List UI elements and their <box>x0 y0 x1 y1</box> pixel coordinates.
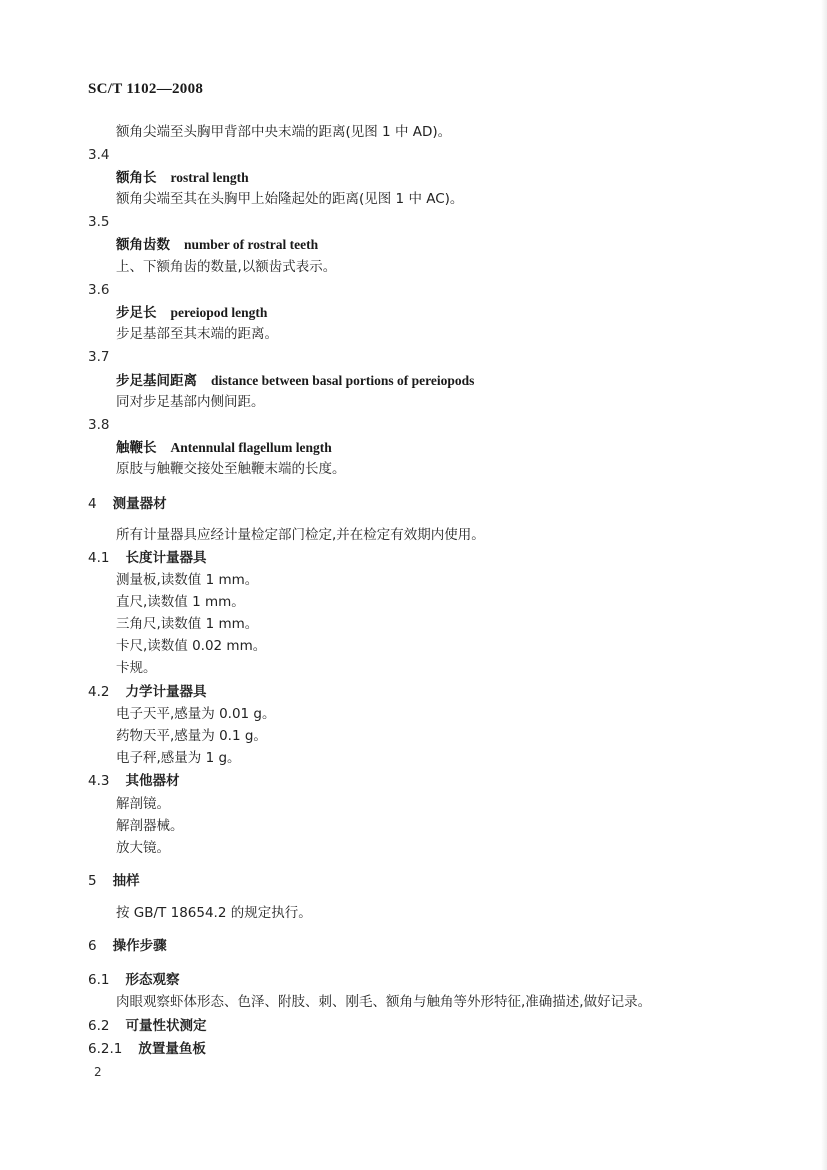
list-item: 三角尺,读数值 1 mm。 <box>116 616 259 632</box>
section-number: 5 <box>88 873 97 889</box>
document-header: SC/T 1102—2008 <box>88 81 204 97</box>
section-title: 放置量鱼板 <box>138 1041 206 1057</box>
subsection-heading <box>88 1020 206 1034</box>
term-en: pereiopod length <box>170 305 268 320</box>
term-zh: 步足基间距离 <box>116 373 197 389</box>
clause-number: 3.7 <box>88 349 110 365</box>
term-en: number of rostral teeth <box>184 237 319 252</box>
section-number: 6.1 <box>88 972 110 988</box>
term-zh: 额角齿数 <box>116 237 170 253</box>
clause-number: 3.4 <box>88 147 110 163</box>
definition-text: 额角尖端至其在头胸甲上始隆起处的距离(见图 1 中 AC)。 <box>116 191 464 207</box>
page-number: 2 <box>94 1065 102 1079</box>
list-item: 放大镜。 <box>116 840 170 856</box>
list-item: 药物天平,感量为 0.1 g。 <box>116 728 267 744</box>
list-item: 卡尺,读数值 0.02 mm。 <box>116 638 267 654</box>
list-item: 卡规。 <box>116 660 157 676</box>
section-number: 6 <box>88 938 97 954</box>
section-number: 4.2 <box>88 684 110 700</box>
term-zh: 步足长 <box>116 305 157 321</box>
subsection-heading <box>88 775 179 789</box>
section-title: 其他器材 <box>125 773 180 789</box>
clause-number: 3.8 <box>88 417 110 433</box>
term-heading <box>116 374 474 389</box>
list-item: 测量板,读数值 1 mm。 <box>116 572 259 588</box>
term-heading <box>116 238 318 253</box>
section-title: 测量器材 <box>112 496 167 512</box>
definition-text: 原肢与触鞭交接处至触鞭末端的长度。 <box>116 461 346 477</box>
term-en: distance between basal portions of pereiopods <box>211 373 475 388</box>
definition-text: 上、下额角齿的数量,以额齿式表示。 <box>116 259 337 275</box>
term-heading <box>116 171 249 186</box>
clause-number: 3.6 <box>88 282 110 298</box>
subsection-heading <box>88 686 206 700</box>
term-en: rostral length <box>170 170 249 185</box>
section-number: 4 <box>88 496 97 512</box>
paragraph-text: 所有计量器具应经计量检定部门检定,并在检定有效期内使用。 <box>116 527 485 543</box>
paragraph-text: 按 GB/T 18654.2 的规定执行。 <box>116 905 312 921</box>
subsection-heading <box>88 974 179 988</box>
section-number: 4.3 <box>88 773 110 789</box>
list-item: 解剖器械。 <box>116 818 184 834</box>
list-item: 直尺,读数值 1 mm。 <box>116 594 245 610</box>
term-heading <box>116 441 332 456</box>
term-zh: 额角长 <box>116 170 157 186</box>
definition-text: 步足基部至其末端的距离。 <box>116 326 278 342</box>
list-item: 电子天平,感量为 0.01 g。 <box>116 706 276 722</box>
section-heading <box>88 875 140 889</box>
clause-number: 3.5 <box>88 214 110 230</box>
section-heading <box>88 498 167 512</box>
section-title: 操作步骤 <box>112 938 167 954</box>
paragraph-text: 肉眼观察虾体形态、色泽、附肢、刺、刚毛、额角与触角等外形特征,准确描述,做好记录。 <box>116 994 652 1010</box>
section-heading <box>88 940 167 954</box>
section-number: 6.2 <box>88 1018 110 1034</box>
term-heading <box>116 306 267 321</box>
definition-text: 同对步足基部内侧间距。 <box>116 394 265 410</box>
section-title: 形态观察 <box>125 972 180 988</box>
section-title: 长度计量器具 <box>125 550 207 566</box>
section-number: 4.1 <box>88 550 110 566</box>
list-item: 解剖镜。 <box>116 796 170 812</box>
section-title: 抽样 <box>112 873 140 889</box>
subsection-heading <box>88 1043 206 1057</box>
list-item: 电子秤,感量为 1 g。 <box>116 750 241 766</box>
term-zh: 触鞭长 <box>116 440 157 456</box>
section-title: 可量性状测定 <box>125 1018 207 1034</box>
term-en: Antennulal flagellum length <box>170 440 332 455</box>
section-title: 力学计量器具 <box>125 684 207 700</box>
subsection-heading <box>88 552 206 566</box>
definition-text: 额角尖端至头胸甲背部中央末端的距离(见图 1 中 AD)。 <box>116 124 452 140</box>
scan-edge <box>821 0 827 1170</box>
section-number: 6.2.1 <box>88 1041 123 1057</box>
